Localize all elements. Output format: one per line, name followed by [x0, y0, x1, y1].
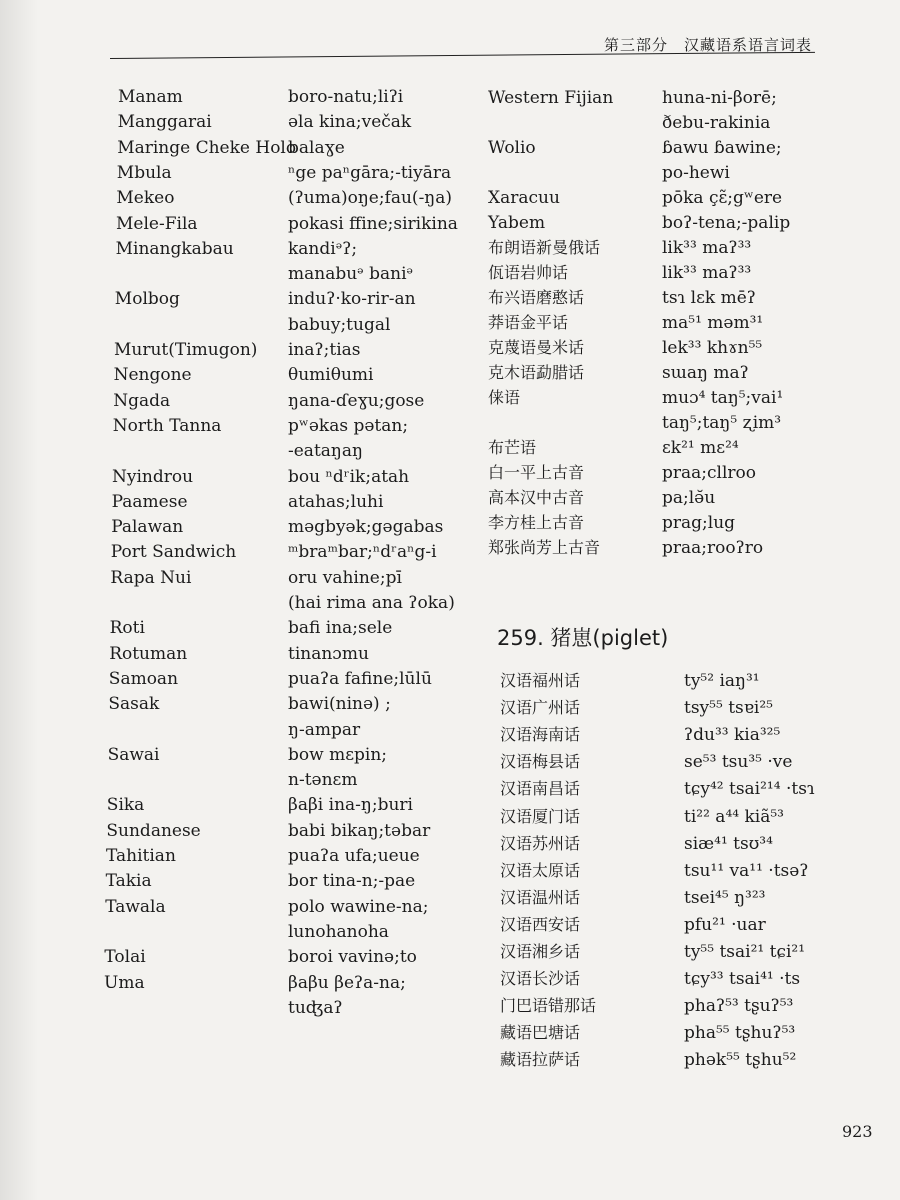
language-name: Rapa Nui	[110, 567, 192, 588]
word-form: məgbyək;gəgabas	[288, 517, 444, 538]
word-form: polo wawine-na;	[288, 896, 429, 917]
word-form: (hai rima ana ʔoka)	[288, 593, 455, 613]
word-form: bou ⁿdʳik;atah	[288, 466, 410, 487]
language-name: 汉语湘乡话	[500, 942, 581, 961]
language-name: Sika	[106, 795, 145, 816]
language-name: 莽语金平话	[488, 313, 569, 332]
language-name: 门巴语错那话	[500, 996, 597, 1016]
running-header: 第三部分 汉藏语系语言词表	[603, 36, 812, 54]
language-name: 高本汉中古音	[488, 488, 585, 507]
language-name: 郑张尚芳上古音	[488, 538, 601, 557]
word-form: praa;cllroo	[662, 463, 756, 483]
language-name: Sasak	[108, 694, 160, 715]
word-form: pokasi ffine;sirikina	[288, 213, 458, 234]
word-form: lik³³ maʔ³³	[662, 238, 752, 258]
language-name: 俫语	[488, 388, 521, 407]
language-name: Nengone	[113, 365, 192, 386]
word-form: əla kina;večak	[288, 112, 412, 133]
word-form: boro-natu;liʔi	[288, 87, 404, 107]
word-form: puaʔa ufa;ueue	[288, 846, 420, 866]
word-form: n-tənɛm	[288, 770, 358, 791]
language-name: Minangkabau	[115, 238, 234, 259]
word-form: pfu²¹ ·uar	[684, 914, 766, 935]
language-name: 汉语南昌话	[500, 779, 581, 799]
language-name: Yabem	[488, 213, 546, 233]
word-form: tsei⁴⁵ ŋ³²³	[684, 887, 766, 908]
language-name: Nyindrou	[112, 466, 194, 487]
page-number: 923	[842, 1122, 873, 1141]
word-form: phək⁵⁵ tʂhu⁵²	[684, 1050, 797, 1071]
language-name: 白一平上古音	[488, 463, 585, 482]
language-name: Tolai	[104, 947, 146, 968]
word-form: βaβu βeʔa-na;	[288, 972, 406, 993]
word-form: ɛk²¹ mɛ²⁴	[662, 438, 739, 458]
language-name: Tahitian	[106, 846, 176, 866]
word-form: pōka çɛ̃;gʷere	[662, 188, 783, 208]
language-name: 汉语厦门话	[500, 806, 581, 826]
language-name: Palawan	[111, 517, 184, 538]
language-name: 克木语勐腊话	[488, 363, 585, 382]
word-form: ŋana-ɗeɣu;gose	[288, 390, 425, 411]
language-name: 克蔑语曼米话	[488, 338, 585, 357]
word-form: babi bikaŋ;təbar	[288, 820, 431, 841]
language-name: Xaracuu	[488, 188, 560, 208]
language-name: 佤语岩帅话	[488, 263, 569, 282]
word-form: kandiᵊʔ;	[288, 238, 358, 259]
language-name: Mele-Fila	[116, 213, 198, 234]
section-title: 259. 猪崽(piglet)	[497, 626, 669, 650]
word-form: babuy;tugal	[288, 314, 391, 335]
language-name: Samoan	[108, 668, 179, 689]
language-name: Manam	[118, 87, 183, 107]
word-form: induʔ·ko-rir-an	[288, 289, 416, 310]
word-form: siæ⁴¹ tsʊ³⁴	[684, 833, 773, 854]
language-name: Rotuman	[109, 643, 188, 664]
word-form: ty⁵⁵ tsai²¹ tɕi²¹	[684, 942, 806, 962]
language-name: 汉语温州话	[500, 887, 581, 907]
language-name: Murut(Timugon)	[114, 340, 258, 360]
language-name: Maringe Cheke Holo	[117, 137, 297, 158]
word-form: ᵐbraᵐbar;ⁿdʳaⁿg-i	[288, 542, 437, 563]
word-form: manabuᵊ baniᵊ	[288, 264, 414, 285]
word-form: tsu¹¹ va¹¹ ·tsəʔ	[684, 860, 809, 881]
language-name: Mbula	[116, 162, 172, 183]
word-form: (ʔuma)oŋe;fau(-ŋa)	[288, 188, 453, 209]
word-form: tsy⁵⁵ tsɐi²⁵	[684, 698, 773, 719]
word-form: pʷəkas pətan;	[288, 415, 409, 436]
language-name: 藏语巴塘话	[500, 1023, 581, 1043]
word-form: ty⁵² iaŋ³¹	[684, 671, 760, 691]
word-form: lunohanoha	[288, 921, 389, 942]
word-form: ðebu-rakinia	[662, 113, 771, 133]
language-name: 汉语广州话	[500, 698, 581, 718]
word-form: ɓawu ɓawine;	[662, 138, 782, 158]
word-form: sɯaŋ maʔ	[662, 363, 749, 383]
language-name: 布芒语	[488, 438, 537, 457]
language-name: Takia	[105, 871, 152, 892]
language-name: 汉语西安话	[500, 914, 581, 934]
language-name: Molbog	[114, 289, 180, 310]
word-form: taŋ⁵;taŋ⁵ ʐim³	[662, 413, 782, 433]
word-form: boʔ-tena;-palip	[662, 213, 791, 233]
language-name: Paamese	[111, 491, 188, 512]
word-form: tuʤaʔ	[288, 997, 343, 1018]
word-form: ti²² a⁴⁴ kiã⁵³	[684, 806, 784, 827]
word-form: ⁿge paⁿgāra;-tiyāra	[288, 162, 452, 183]
language-name: Sawai	[107, 744, 160, 765]
language-name: Port Sandwich	[110, 542, 237, 563]
word-form: tinanɔmu	[288, 643, 369, 664]
language-name: 藏语拉萨话	[500, 1050, 581, 1070]
language-name: Sundanese	[106, 820, 201, 841]
word-form: balaɣe	[288, 137, 345, 158]
language-name: Wolio	[488, 138, 536, 158]
language-name: 汉语苏州话	[500, 833, 581, 853]
word-form: tɕy³³ tsai⁴¹ ·ts	[684, 969, 801, 990]
language-name: Uma	[104, 972, 145, 993]
language-name: 汉语海南话	[500, 725, 581, 745]
word-form: bafi ina;sele	[288, 618, 393, 639]
word-form: βaβi ina-ŋ;buri	[288, 795, 413, 816]
word-form: prag;lug	[662, 513, 736, 533]
word-form: -eataŋaŋ	[288, 441, 363, 462]
word-form: ʔdu³³ kia³²⁵	[684, 725, 781, 746]
word-form: huna-ni-βorē;	[662, 88, 777, 108]
language-name: 布朗语新曼俄话	[488, 238, 601, 257]
language-name: Mekeo	[116, 188, 175, 209]
word-form: bawi(ninə) ;	[288, 694, 391, 715]
word-form: pa;lǝ̆u	[662, 488, 716, 508]
language-name: Western Fijian	[488, 88, 614, 108]
word-form: ma⁵¹ məm³¹	[662, 313, 764, 333]
language-name: 汉语梅县话	[500, 752, 581, 772]
word-form: tɕy⁴² tsai²¹⁴ ·tsɿ	[684, 779, 815, 800]
language-name: 布兴语磨憨话	[488, 288, 585, 307]
word-form: tsɿ lɛk mēʔ	[662, 288, 756, 308]
word-form: ŋ-ampar	[288, 719, 361, 740]
word-form: pha⁵⁵ tʂhuʔ⁵³	[684, 1023, 796, 1044]
language-name: Roti	[109, 618, 145, 639]
language-name: Manggarai	[117, 112, 212, 133]
word-form: po-hewi	[662, 163, 730, 183]
word-form: θumiθumi	[288, 365, 374, 386]
word-form: bow mɛpin;	[288, 744, 387, 765]
word-form: se⁵³ tsu³⁵ ·ve	[684, 752, 793, 773]
word-form: bor tina-n;-pae	[288, 871, 416, 892]
word-form: atahas;luhi	[288, 491, 384, 512]
header-rule	[110, 52, 815, 59]
language-name: 汉语福州话	[500, 671, 581, 690]
language-name: 汉语太原话	[500, 860, 581, 880]
language-name: Ngada	[113, 390, 171, 411]
word-form: lek³³ khɤn⁵⁵	[662, 338, 763, 358]
language-name: North Tanna	[112, 415, 222, 436]
word-form: boroi vavinə;to	[288, 947, 417, 968]
language-name: Tawala	[105, 896, 166, 917]
language-name: 李方桂上古音	[488, 513, 585, 532]
language-name: 汉语长沙话	[500, 969, 581, 989]
word-form: puaʔa fafine;lūlū	[288, 668, 432, 689]
word-form: lik³³ maʔ³³	[662, 263, 752, 283]
word-form: phaʔ⁵³ tʂuʔ⁵³	[684, 996, 794, 1017]
word-form: oru vahine;pī	[288, 567, 402, 588]
word-form: inaʔ;tias	[288, 340, 361, 360]
page-gutter-shadow	[0, 0, 38, 1200]
word-form: praa;rooʔro	[662, 538, 764, 558]
word-form: muɔ⁴ taŋ⁵;vai¹	[662, 388, 784, 408]
